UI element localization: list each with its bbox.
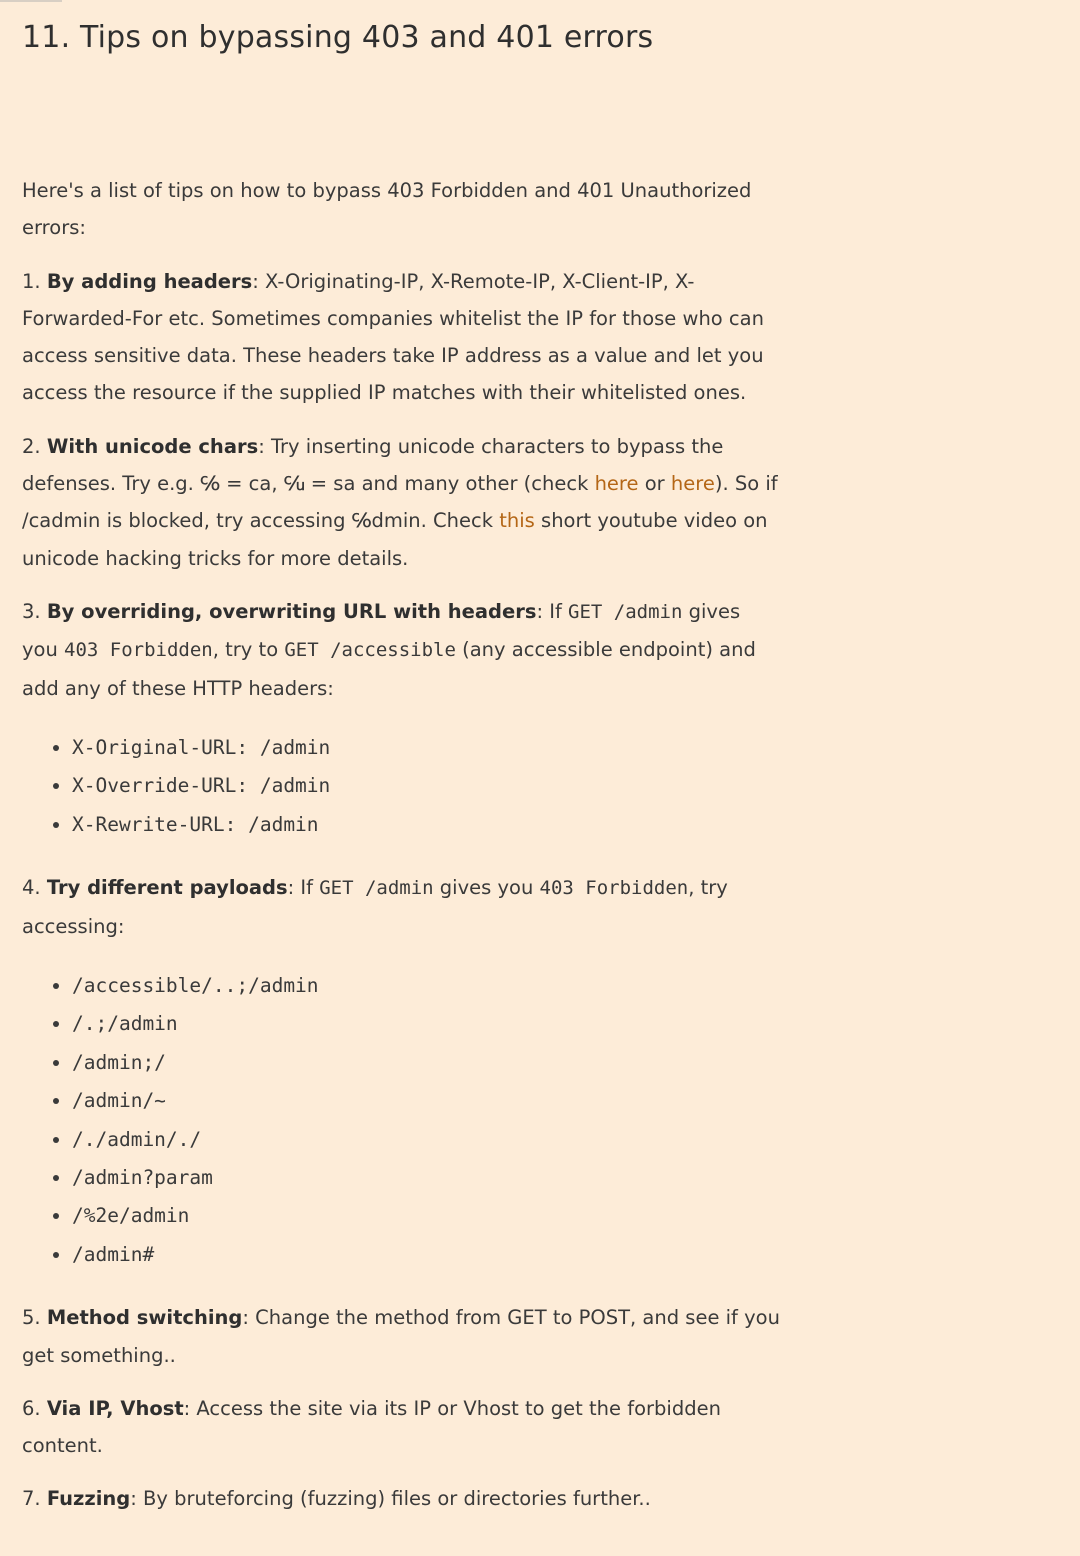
list-item: • /accessible/..;/admin [72, 967, 782, 1005]
list-item: • /./admin/./ [72, 1121, 782, 1159]
tip-text: gives you [433, 876, 540, 900]
top-divider [0, 0, 62, 2]
tip-text: gives you [22, 599, 741, 662]
tip-text: : Try inserting unicode characters to bypass the defenses. Try e.g. ℅ = ca, ℆ = sa and many other (check [22, 434, 724, 496]
list-item: • /admin;/ [72, 1044, 782, 1082]
tip-number: 2. [22, 434, 41, 458]
tip-label: Try different payloads [46, 876, 288, 900]
tip-text: : Access the site via its IP or Vhost to get the forbidden content. [22, 1396, 721, 1458]
header-list [22, 729, 782, 845]
tip-label: By adding headers [46, 269, 253, 293]
tip-number: 1. [22, 269, 41, 293]
tip-4 [22, 869, 782, 945]
tip-text: short youtube video on unicode hacking tricks for more details. [22, 509, 768, 570]
tip-text: : By bruteforcing (fuzzing) files or directories further.. [130, 1487, 651, 1511]
article-body [22, 172, 782, 1534]
tip-label: With unicode chars [46, 434, 259, 458]
tip-3 [22, 593, 782, 707]
tip-5 [22, 1299, 782, 1374]
tip-text: : Change the method from GET to POST, and see if you get something.. [22, 1306, 780, 1367]
tip-text: : X-Originating-IP, X-Remote-IP, X-Client-IP, X-Forwarded-For etc. Sometimes companies whitelist the IP for those who can access sensitive data. These headers take IP address as a value and let you access the resource if the supplied IP matches with their whitelisted ones. [22, 269, 764, 405]
list-item: • /admin?param [72, 1159, 782, 1197]
unicode-link-2[interactable]: here [670, 472, 715, 496]
list-item: • X-Override-URL: /admin [72, 767, 782, 806]
list-item: • /admin# [72, 1236, 782, 1274]
list-item: • /%2e/admin [72, 1197, 782, 1235]
tip-2 [22, 428, 782, 577]
tip-number: 4. [22, 876, 41, 900]
unicode-link-1[interactable]: here [594, 472, 639, 496]
tip-number: 7. [22, 1487, 41, 1511]
tip-6 [22, 1390, 782, 1465]
tip-text: ). So if /cadmin is blocked, try accessing ℅dmin. Check [22, 472, 778, 533]
tip-number: 6. [22, 1396, 41, 1420]
tip-1 [22, 263, 782, 412]
inline-code: 403 Forbidden [64, 639, 213, 662]
tip-number: 3. [22, 599, 41, 623]
tip-text: or [638, 472, 671, 496]
inline-code: GET /accessible [284, 639, 456, 662]
tip-text: , try to [212, 638, 285, 662]
tip-7 [22, 1480, 782, 1517]
tip-text: : If [536, 599, 569, 623]
tip-number: 5. [22, 1306, 41, 1330]
payload-list [22, 967, 782, 1274]
inline-code: GET /admin [568, 600, 683, 623]
tip-text: (any accessible endpoint) and add any of these HTTP headers: [22, 638, 756, 700]
list-item: • X-Original-URL: /admin [72, 729, 782, 768]
list-item: • X-Rewrite-URL: /admin [72, 806, 782, 845]
tip-label: Method switching [46, 1306, 243, 1330]
tip-label: Via IP, Vhost [46, 1396, 184, 1420]
inline-code: 403 Forbidden [539, 877, 689, 900]
youtube-video-link[interactable]: this [499, 509, 535, 533]
list-item: • /admin/~ [72, 1082, 782, 1120]
tip-text: , try accessing: [22, 876, 728, 938]
tip-label: Fuzzing [46, 1487, 131, 1511]
list-item: • /.;/admin [72, 1005, 782, 1043]
intro-paragraph: Here's a list of tips on how to bypass 403 Forbidden and 401 Unauthorized errors: [22, 179, 752, 240]
tip-label: By overriding, overwriting URL with headers [46, 599, 537, 623]
page-title: 11. Tips on bypassing 403 and 401 errors [22, 20, 654, 55]
inline-code: GET /admin [319, 877, 434, 900]
tip-text: : If [287, 876, 320, 900]
